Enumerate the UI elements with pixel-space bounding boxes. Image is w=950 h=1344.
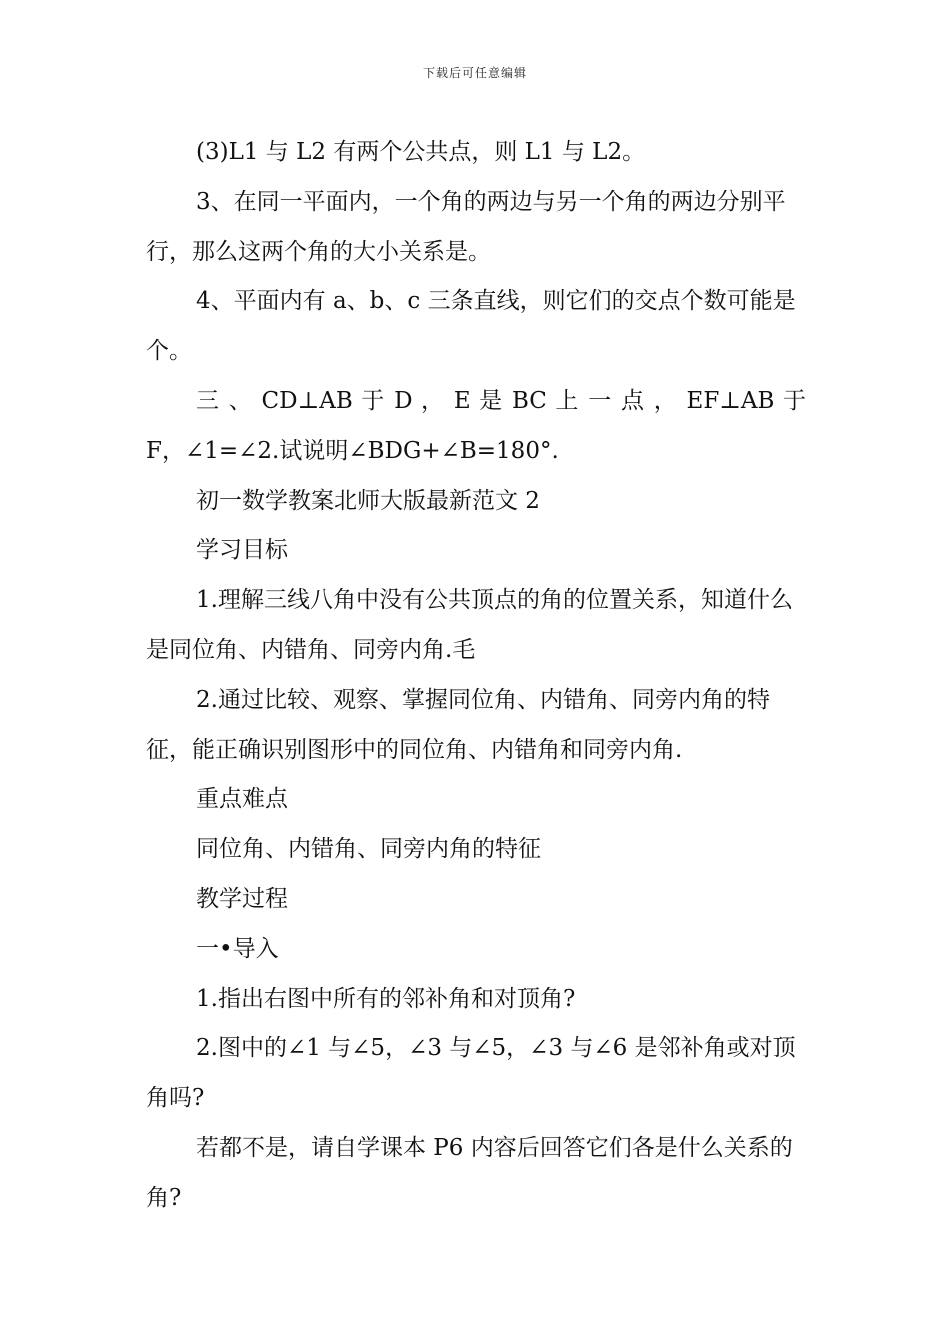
paragraph-section-3-line-2: F，∠1=∠2.试说明∠BDG+∠B=180°. xyxy=(146,437,559,464)
teaching-process-heading: 教学过程 xyxy=(196,885,288,912)
page-header: 下载后可任意编辑 xyxy=(422,66,527,80)
paragraph-l1-l2: (3)L1 与 L2 有两个公共点，则 L1 与 L2。 xyxy=(196,139,646,165)
learning-goals-heading: 学习目标 xyxy=(196,537,288,564)
document-body xyxy=(146,128,806,1224)
intro-question-2: 2.图中的∠1 与∠5，∠3 与∠5，∠3 与∠6 是邻补角或对顶角吗? xyxy=(146,1035,796,1112)
paragraph-section-3-line-1: 三 、 CD⊥AB 于 D ， E 是 BC 上 一 点 ， EF⊥AB 于 xyxy=(196,387,806,414)
intro-heading: 一•导入 xyxy=(196,935,279,962)
learning-goal-2: 2.通过比较、观察、掌握同位角、内错角、同旁内角的特征，能正确识别图形中的同位角、内错角和同旁内角. xyxy=(146,686,770,763)
key-points-text: 同位角、内错角、同旁内角的特征 xyxy=(196,836,541,863)
document-title: 初一数学教案北师大版最新范文 2 xyxy=(196,487,540,514)
intro-question-1: 1.指出右图中所有的邻补角和对顶角? xyxy=(196,985,576,1012)
learning-goal-1: 1.理解三线八角中没有公共顶点的角的位置关系，知道什么是同位角、内错角、同旁内角.毛 xyxy=(146,587,793,663)
intro-question-3: 若都不是，请自学课本 P6 内容后回答它们各是什么关系的角? xyxy=(146,1134,793,1211)
key-points-heading: 重点难点 xyxy=(196,786,288,813)
paragraph-question-3: 3、在同一平面内，一个角的两边与另一个角的两边分别平行，那么这两个角的大小关系是。 xyxy=(146,188,786,265)
paragraph-question-4: 4、平面内有 a、b、c 三条直线，则它们的交点个数可能是个。 xyxy=(146,288,796,365)
